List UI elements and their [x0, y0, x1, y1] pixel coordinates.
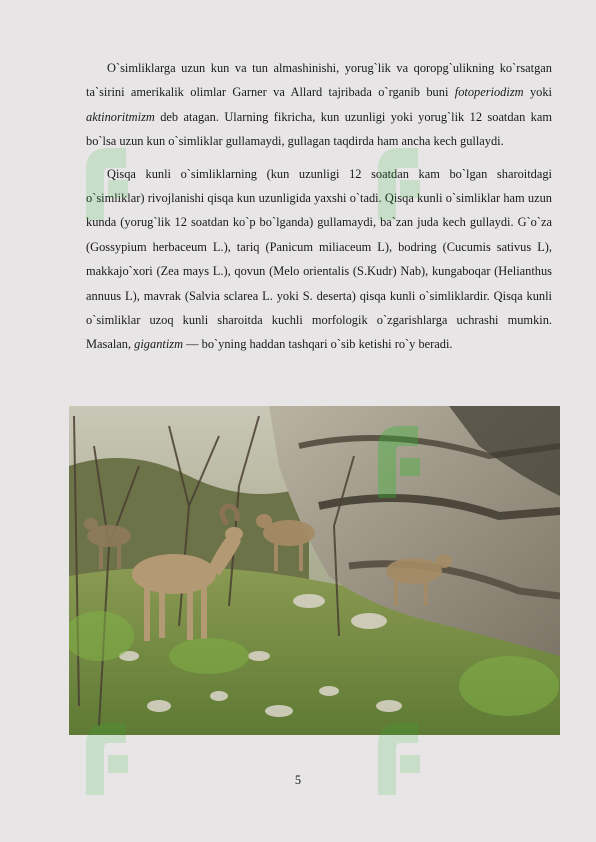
term-fotoperiodizm: fotoperiodizm	[454, 85, 524, 100]
page-number: 5	[294, 773, 302, 787]
term-gigantizm: gigantizm	[134, 337, 184, 352]
paragraph-text: deb atagan. Ularning fikricha, kun uzunligi yoki yorug`lik 12 soatdan kam bo`lsa uzun kun o`simliklar gullamaydi, gullagan taqdirda ham ancha kech gullaydi.	[86, 109, 552, 149]
paragraph-text: — bo`yning haddan tashqari o`sib ketishi ro`y beradi.	[183, 337, 453, 352]
photo-illustration	[69, 406, 560, 735]
term-aktinoritmizm: aktinoritmizm	[86, 109, 155, 124]
wild-sheep-photo	[69, 406, 560, 735]
paragraph-text: O`simliklarga uzun kun va tun almashinishi, yorug`lik va qoropg`ulikning ko`rsatgan ta`sirini amerikalik olimlar Garner va Allard tajribada o`rganib buni	[86, 61, 552, 100]
paragraph-text: Qisqa kunli o`simliklarning (kun uzunligi 12 soatdan kam bo`lgan sharoitdagi o`simliklar) rivojlanishi qisqa kun uzunligida yaxshi o`tadi. Qisqa kunli o`simliklar ham uzun kunda (yorug`lik 12 soatdan ko`p bo`lganda) gullamaydi, ba`zan juda kech gullaydi. G`o`za (Gossypium herbaceum L.), tariq (Panicum miliaceum L), bodring (Cucumis sativus L), makkajo`xori (Zea mays L.), qovun (Melo orientalis (S.Kudr) Nab), kungaboqar (Helianthus annuus L), mavrak (Salvia sclarea L. yoki S. deserta) qisqa kunli o`simliklardir. Qisqa kunli o`simliklar uzoq kunli sharoitda kuchli morfologik o`zgarishlarga uchrashi mumkin. Masalan,	[86, 166, 552, 352]
body-text	[86, 56, 552, 357]
paragraph-photoperiodism	[86, 56, 552, 154]
paragraph-text: yoki	[523, 85, 552, 100]
paragraph-short-day-plants	[86, 162, 552, 357]
